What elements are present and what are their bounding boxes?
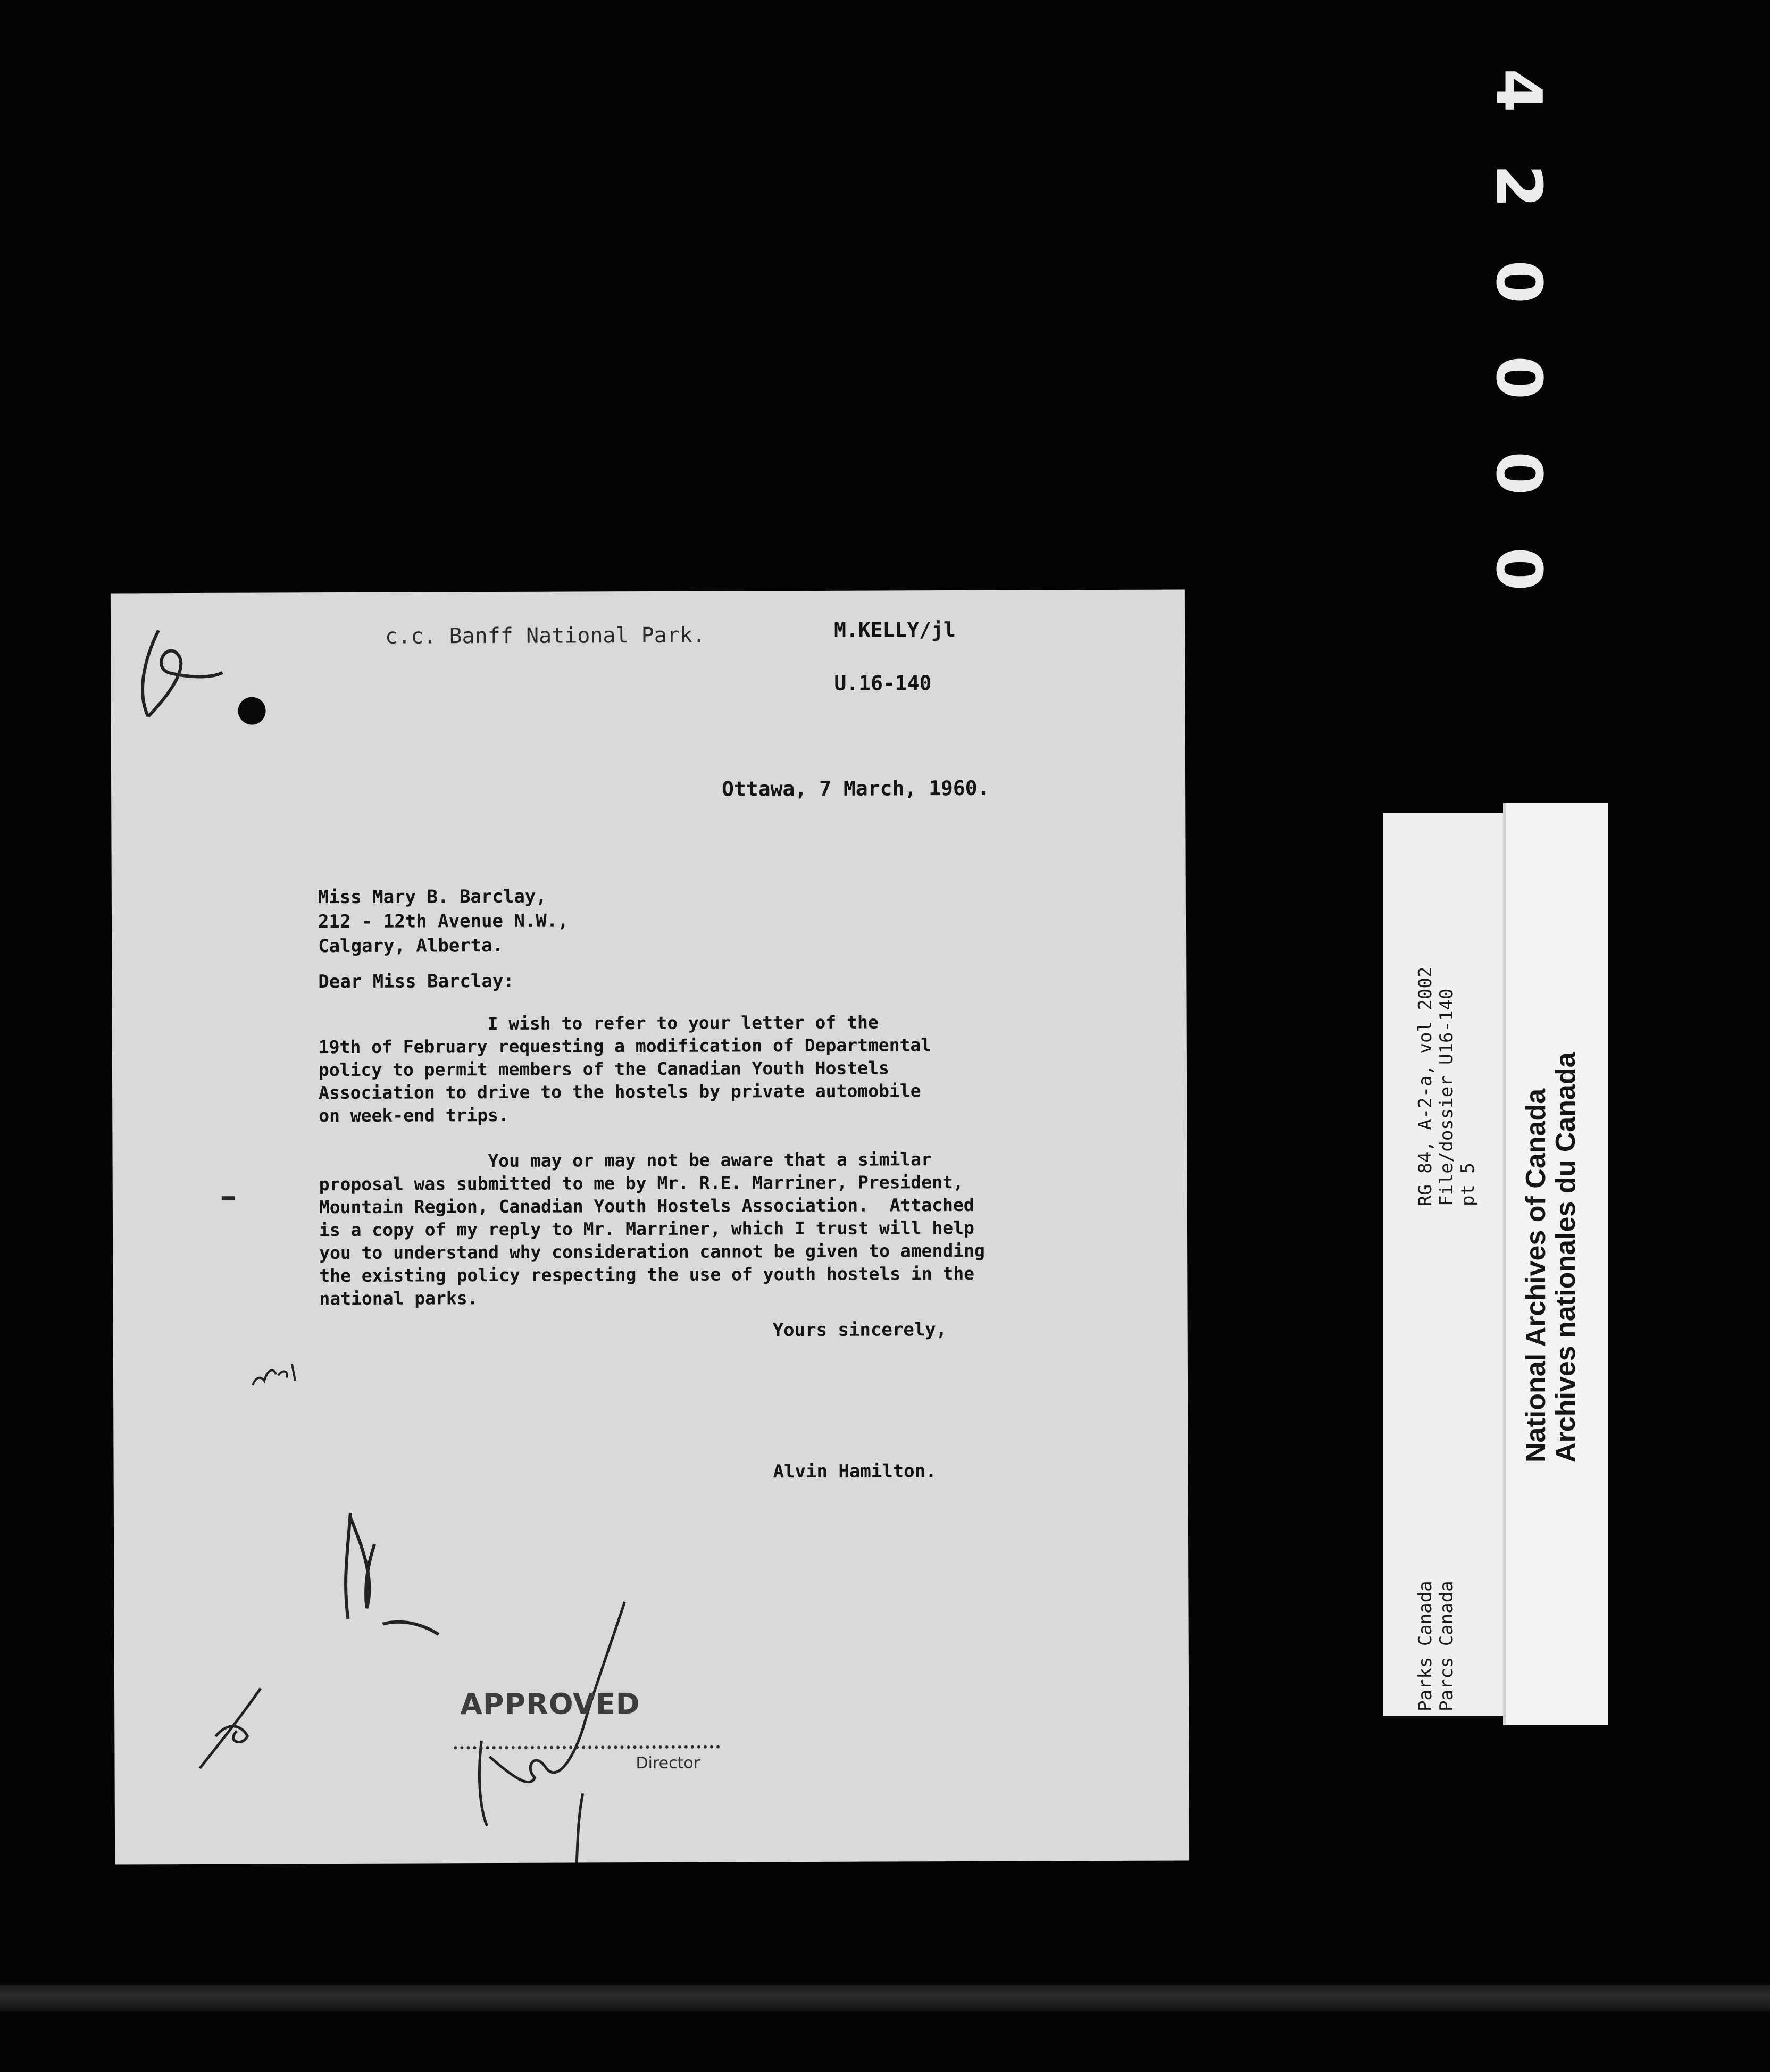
salutation: Dear Miss Barclay:	[318, 970, 514, 993]
letter-body: I wish to refer to your letter of the 19th of February requesting a modification of Departmental policy to permit members of the Canadian Youth Hostels Association to drive to the hostels by private automobile on week-end trips. You may or may not be aware that a similar proposal was submitted to me by Mr. R.E. Marriner, President, Mountain Region, Canadian Youth Hostels Association. Attached is a copy of my reply to Mr. Marriner, which I trust will help you to understand why consideration cannot be given to amending the existing policy respecting the use of youth hostels in the national parks.	[318, 1012, 985, 1309]
institution-label	[1503, 803, 1608, 1725]
frame-digit: 0	[1482, 260, 1556, 304]
frame-digit: 4	[1482, 68, 1556, 113]
ink-blot	[238, 697, 266, 725]
frame-digit: 0	[1482, 355, 1556, 400]
approval-stamp	[460, 1686, 758, 1794]
frame-digit: 2	[1482, 164, 1556, 208]
archive-reference-text: RG 84, A-2-a, vol 2002 File/dossier U16-140 pt 5	[1415, 966, 1479, 1206]
frame-digit: 0	[1482, 451, 1556, 496]
recipient-address: Miss Mary B. Barclay, 212 - 12th Avenue N.W., Calgary, Alberta.	[318, 885, 569, 957]
handwritten-initials	[346, 1512, 439, 1635]
closing: Yours sincerely,	[772, 1319, 947, 1341]
letter-sheet	[111, 589, 1189, 1864]
handwritten-mark-left	[199, 1689, 261, 1768]
dateline: Ottawa, 7 March, 1960.	[722, 776, 990, 801]
agency-text: Parks Canada Parcs Canada	[1415, 1581, 1457, 1711]
film-edge	[0, 1985, 1770, 2011]
signature-line	[454, 1745, 720, 1750]
stamp-approved-text: APPROVED	[460, 1687, 640, 1722]
archive-reference-label	[1383, 813, 1503, 1716]
signer-name: Alvin Hamilton.	[773, 1460, 937, 1483]
file-number: U.16-140	[834, 671, 932, 695]
reference-initials: M.KELLY/jl	[834, 617, 956, 642]
stamp-director-label: Director	[636, 1753, 700, 1773]
institution-name: National Archives of Canada Archives nationales du Canada	[1521, 1052, 1581, 1463]
frame-digit: 0	[1482, 547, 1556, 591]
cc-line: c.c. Banff National Park.	[385, 623, 706, 649]
handwritten-b-mark	[143, 630, 223, 717]
handwritten-note	[253, 1364, 295, 1385]
